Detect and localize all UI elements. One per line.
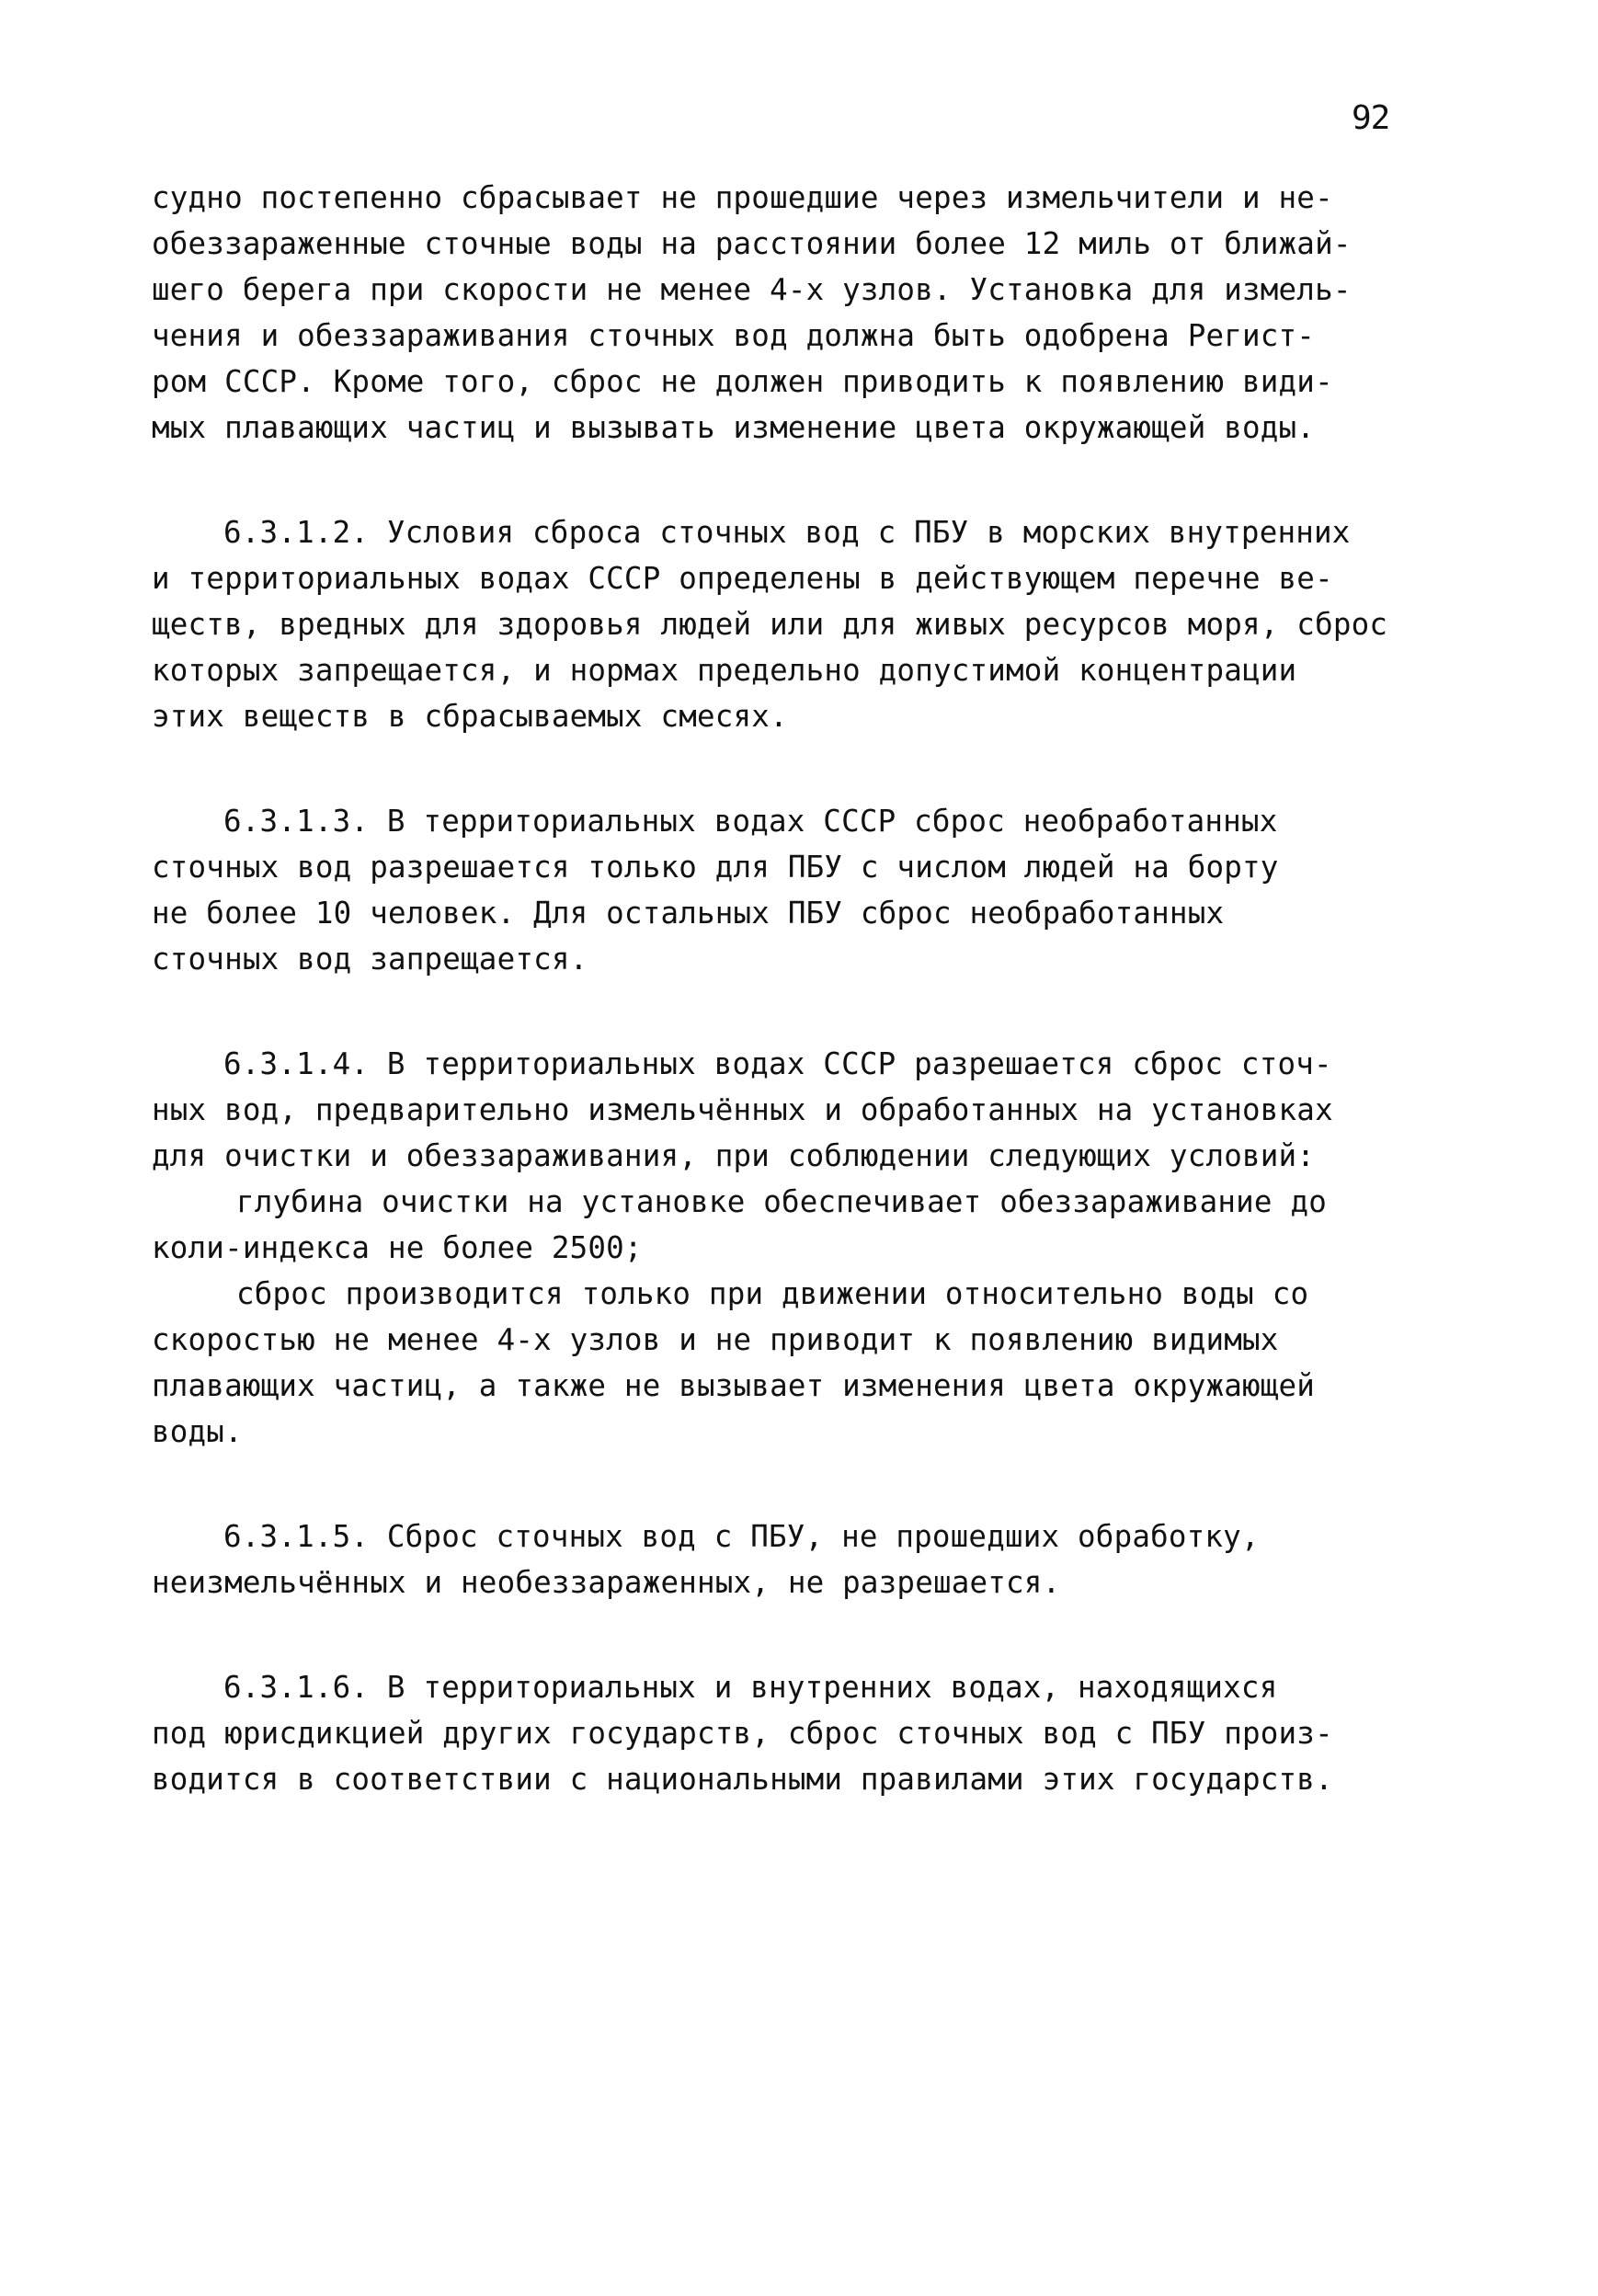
- text-line: не более 10 человек. Для остальных ПБУ сброс необработанных: [152, 896, 1225, 931]
- text-line: сточных вод разрешается только для ПБУ с числом людей на борту: [152, 850, 1279, 885]
- text-line: сточных вод запрещается.: [152, 942, 588, 977]
- text-line: коли-индекса не более 2500;: [152, 1230, 643, 1265]
- paragraph-6-3-1-4: [152, 1041, 1512, 1455]
- text-line: для очистки и обеззараживания, при соблюдении следующих условий:: [152, 1138, 1316, 1173]
- text-line: водится в соответствии с национальными правилами этих государств.: [152, 1762, 1333, 1797]
- text-line: обеззараженные сточные воды на расстоянии более 12 миль от ближай-: [152, 226, 1352, 261]
- text-line: воды.: [152, 1414, 243, 1449]
- paragraph-6-3-1-5: [152, 1514, 1512, 1605]
- text-line: этих веществ в сбрасываемых смесях.: [152, 699, 788, 734]
- text-line: неизмельчённых и необеззараженных, не разрешается.: [152, 1565, 1061, 1600]
- text-line: ром СССР. Кроме того, сброс не должен приводить к появлению види-: [152, 364, 1333, 399]
- paragraph-intro: [152, 175, 1512, 451]
- paragraph-spacer: [152, 982, 1512, 1041]
- page-number: 92: [1352, 99, 1390, 137]
- text-line: сброс производится только при движении относительно воды со: [236, 1276, 1309, 1311]
- text-line: шего берега при скорости не менее 4-х узлов. Установка для измель-: [152, 272, 1352, 307]
- text-line: 6.3.1.2. Условия сброса сточных вод с ПБУ в морских внутренних: [223, 515, 1351, 550]
- paragraph-6-3-1-3: [152, 798, 1512, 982]
- paragraph-spacer: [152, 451, 1512, 509]
- text-line: 6.3.1.4. В территориальных водах СССР разрешается сброс сточ-: [223, 1046, 1332, 1081]
- text-line: которых запрещается, и нормах предельно допустимой концентрации: [152, 653, 1297, 688]
- text-line: судно постепенно сбрасывает не прошедшие через измельчители и не-: [152, 180, 1333, 215]
- paragraph-6-3-1-2: [152, 509, 1512, 739]
- paragraph-spacer: [152, 1605, 1512, 1664]
- text-line: и территориальных водах СССР определены в действующем перечне ве-: [152, 561, 1333, 596]
- text-line: под юрисдикцией других государств, сброс сточных вод с ПБУ произ-: [152, 1716, 1333, 1751]
- document-body: [152, 175, 1512, 1802]
- paragraph-spacer: [152, 739, 1512, 798]
- text-line: ных вод, предварительно измельчённых и обработанных на установках: [152, 1092, 1333, 1127]
- text-line: 6.3.1.5. Сброс сточных вод с ПБУ, не прошедших обработку,: [223, 1519, 1260, 1554]
- text-line: чения и обеззараживания сточных вод должна быть одобрена Регист-: [152, 318, 1316, 353]
- text-line: плавающих частиц, а также не вызывает изменения цвета окружающей: [152, 1368, 1316, 1403]
- paragraph-spacer: [152, 1455, 1512, 1514]
- paragraph-6-3-1-6: [152, 1664, 1512, 1802]
- text-line: ществ, вредных для здоровья людей или для живых ресурсов моря, сброс: [152, 607, 1388, 642]
- text-line: мых плавающих частиц и вызывать изменение цвета окружающей воды.: [152, 410, 1316, 445]
- text-line: 6.3.1.6. В территориальных и внутренних водах, находящихся: [223, 1670, 1278, 1705]
- text-line: скоростью не менее 4-х узлов и не приводит к появлению видимых: [152, 1322, 1279, 1357]
- text-line: 6.3.1.3. В территориальных водах СССР сброс необработанных: [223, 804, 1278, 839]
- text-line: глубина очистки на установке обеспечивает обеззараживание до: [236, 1184, 1327, 1219]
